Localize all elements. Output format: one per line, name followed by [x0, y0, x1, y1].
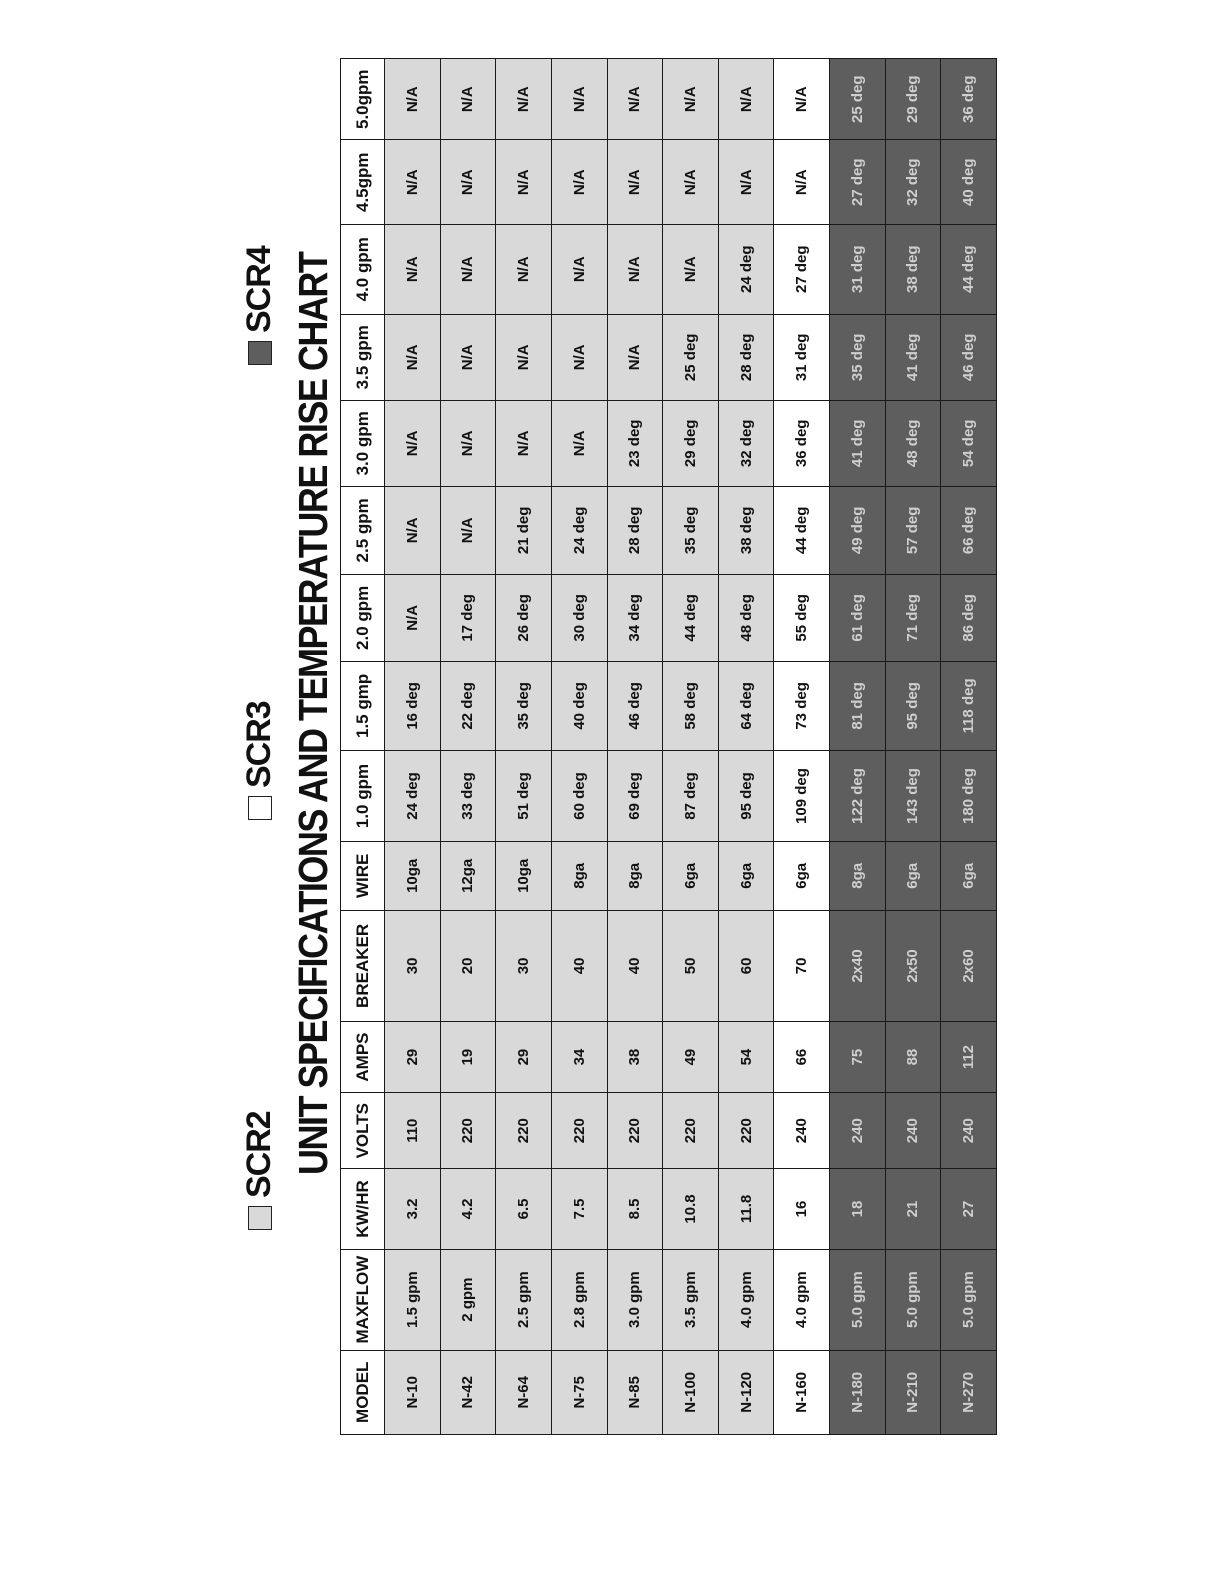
table-cell: N-210: [885, 1350, 941, 1434]
table-cell: N-160: [774, 1350, 830, 1434]
table-cell: N/A: [496, 314, 552, 401]
column-header: BREAKER: [341, 910, 385, 1021]
table-cell: N/A: [551, 314, 607, 401]
table-cell: N/A: [496, 224, 552, 314]
table-cell: 10ga: [496, 841, 552, 910]
table-cell: 70: [774, 910, 830, 1021]
table-row: [607, 59, 663, 1435]
legend-swatch-scr4: [248, 341, 272, 365]
table-cell: 38 deg: [718, 486, 774, 575]
table-cell: 2x60: [941, 910, 997, 1021]
table-cell: 40 deg: [551, 661, 607, 751]
table-cell: N-120: [718, 1350, 774, 1434]
table-cell: 41 deg: [830, 401, 886, 486]
legend-item-scr4: [240, 246, 279, 365]
table-cell: 50: [663, 910, 719, 1021]
column-header: 4.0 gpm: [341, 224, 385, 314]
table-cell: 2x40: [830, 910, 886, 1021]
table-cell: 21: [885, 1169, 941, 1249]
table-cell: 29: [496, 1022, 552, 1093]
table-cell: 220: [440, 1093, 496, 1169]
legend-item-scr2: [240, 1111, 279, 1230]
table-cell: N-180: [830, 1350, 886, 1434]
rotated-page-content: [232, 69, 992, 1475]
table-cell: 4.2: [440, 1169, 496, 1249]
table-cell: 55 deg: [774, 575, 830, 662]
column-header: 2.0 gpm: [341, 575, 385, 662]
table-cell: 40: [551, 910, 607, 1021]
table-cell: 220: [718, 1093, 774, 1169]
table-cell: 34 deg: [607, 575, 663, 662]
table-cell: N/A: [496, 401, 552, 486]
table-cell: N/A: [774, 59, 830, 141]
table-cell: 10.8: [663, 1169, 719, 1249]
table-cell: N/A: [440, 486, 496, 575]
table-cell: 16: [774, 1169, 830, 1249]
table-cell: 8ga: [830, 841, 886, 910]
table-cell: 36 deg: [774, 401, 830, 486]
table-cell: N/A: [385, 401, 441, 486]
table-cell: 2.8 gpm: [551, 1249, 607, 1350]
table-cell: N-270: [941, 1350, 997, 1434]
table-cell: N/A: [663, 140, 719, 224]
table-cell: 6.5: [496, 1169, 552, 1249]
table-cell: 46 deg: [941, 314, 997, 401]
table-cell: 220: [551, 1093, 607, 1169]
table-row: [551, 59, 607, 1435]
table-cell: N/A: [385, 224, 441, 314]
table-cell: N/A: [718, 140, 774, 224]
table-cell: 81 deg: [830, 661, 886, 751]
table-cell: N-64: [496, 1350, 552, 1434]
table-cell: N/A: [663, 59, 719, 141]
table-cell: 3.2: [385, 1169, 441, 1249]
table-cell: 27 deg: [774, 224, 830, 314]
table-cell: 26 deg: [496, 575, 552, 662]
column-header: WIRE: [341, 841, 385, 910]
table-header-row: [341, 59, 385, 1435]
table-cell: 240: [885, 1093, 941, 1169]
table-cell: 6ga: [885, 841, 941, 910]
table-cell: 44 deg: [941, 224, 997, 314]
table-row: [440, 59, 496, 1435]
table-cell: 35 deg: [830, 314, 886, 401]
table-cell: 64 deg: [718, 661, 774, 751]
table-cell: N-42: [440, 1350, 496, 1434]
table-cell: 41 deg: [885, 314, 941, 401]
table-row: [496, 59, 552, 1435]
table-cell: 51 deg: [496, 751, 552, 842]
table-cell: 240: [774, 1093, 830, 1169]
table-cell: 8.5: [607, 1169, 663, 1249]
table-cell: 6ga: [663, 841, 719, 910]
table-cell: 57 deg: [885, 486, 941, 575]
table-cell: N/A: [385, 486, 441, 575]
table-cell: 36 deg: [941, 59, 997, 141]
table-cell: 25 deg: [663, 314, 719, 401]
table-cell: 220: [607, 1093, 663, 1169]
table-cell: 8ga: [551, 841, 607, 910]
table-cell: 87 deg: [663, 751, 719, 842]
table-cell: 2.5 gpm: [496, 1249, 552, 1350]
legend-swatch-scr2: [248, 1206, 272, 1230]
table-cell: 28 deg: [607, 486, 663, 575]
table-cell: N/A: [385, 59, 441, 141]
table-cell: 38: [607, 1022, 663, 1093]
table-cell: 143 deg: [885, 751, 941, 842]
table-cell: 60 deg: [551, 751, 607, 842]
table-cell: 34: [551, 1022, 607, 1093]
table-cell: N/A: [607, 224, 663, 314]
column-header: 5.0gpm: [341, 59, 385, 141]
table-cell: 21 deg: [496, 486, 552, 575]
table-cell: 29: [385, 1022, 441, 1093]
table-cell: N/A: [440, 401, 496, 486]
table-cell: N/A: [551, 401, 607, 486]
table-cell: 31 deg: [830, 224, 886, 314]
table-row: [385, 59, 441, 1435]
table-cell: 29 deg: [663, 401, 719, 486]
table-cell: 6ga: [941, 841, 997, 910]
column-header: 3.5 gpm: [341, 314, 385, 401]
table-cell: 2x50: [885, 910, 941, 1021]
table-cell: 66: [774, 1022, 830, 1093]
table-cell: 6ga: [774, 841, 830, 910]
table-cell: 32 deg: [718, 401, 774, 486]
legend-swatch-scr3: [248, 796, 272, 820]
table-row: [663, 59, 719, 1435]
table-cell: 32 deg: [885, 140, 941, 224]
table-cell: 44 deg: [774, 486, 830, 575]
table-cell: 19: [440, 1022, 496, 1093]
table-cell: 110: [385, 1093, 441, 1169]
spec-table: [340, 58, 997, 1435]
legend-label-scr4: SCR4: [240, 246, 278, 333]
table-cell: 30 deg: [551, 575, 607, 662]
table-cell: 3.5 gpm: [663, 1249, 719, 1350]
table-cell: 12ga: [440, 841, 496, 910]
table-cell: 17 deg: [440, 575, 496, 662]
table-cell: 24 deg: [718, 224, 774, 314]
table-cell: 71 deg: [885, 575, 941, 662]
table-cell: N/A: [440, 59, 496, 141]
table-row: [830, 59, 886, 1435]
table-cell: N/A: [496, 59, 552, 141]
page-title-text: UNIT SPECIFICATIONS AND TEMPERATURE RISE CHART: [290, 252, 336, 1175]
table-cell: 60: [718, 910, 774, 1021]
table-cell: 16 deg: [385, 661, 441, 751]
table-row: [774, 59, 830, 1435]
column-header: KW/HR: [341, 1169, 385, 1249]
table-cell: 5.0 gpm: [885, 1249, 941, 1350]
table-cell: 35 deg: [496, 661, 552, 751]
table-cell: 180 deg: [941, 751, 997, 842]
table-cell: 240: [941, 1093, 997, 1169]
table-cell: 28 deg: [718, 314, 774, 401]
column-header: MODEL: [341, 1350, 385, 1434]
table-cell: 58 deg: [663, 661, 719, 751]
table-cell: 10ga: [385, 841, 441, 910]
table-cell: 31 deg: [774, 314, 830, 401]
table-row: [941, 59, 997, 1435]
table-cell: 88: [885, 1022, 941, 1093]
table-cell: 73 deg: [774, 661, 830, 751]
table-cell: 30: [496, 910, 552, 1021]
table-cell: 23 deg: [607, 401, 663, 486]
table-cell: 30: [385, 910, 441, 1021]
column-header: AMPS: [341, 1022, 385, 1093]
table-cell: 54 deg: [941, 401, 997, 486]
table-cell: N/A: [440, 314, 496, 401]
table-cell: 5.0 gpm: [941, 1249, 997, 1350]
table-cell: 3.0 gpm: [607, 1249, 663, 1350]
column-header: 3.0 gpm: [341, 401, 385, 486]
table-cell: 24 deg: [551, 486, 607, 575]
legend: [232, 99, 292, 1475]
table-cell: 112: [941, 1022, 997, 1093]
table-cell: 46 deg: [607, 661, 663, 751]
table-cell: 20: [440, 910, 496, 1021]
table-cell: 95 deg: [718, 751, 774, 842]
table-cell: 4.0 gpm: [774, 1249, 830, 1350]
table-cell: 27 deg: [830, 140, 886, 224]
legend-item-scr3: [240, 701, 279, 820]
table-row: [718, 59, 774, 1435]
table-cell: 24 deg: [385, 751, 441, 842]
table-cell: 22 deg: [440, 661, 496, 751]
table-cell: 48 deg: [885, 401, 941, 486]
table-cell: 1.5 gpm: [385, 1249, 441, 1350]
table-cell: 54: [718, 1022, 774, 1093]
table-cell: N/A: [496, 140, 552, 224]
table-cell: 18: [830, 1169, 886, 1249]
table-cell: 118 deg: [941, 661, 997, 751]
column-header: 2.5 gpm: [341, 486, 385, 575]
column-header: 1.5 gmp: [341, 661, 385, 751]
table-cell: N/A: [607, 59, 663, 141]
column-header: 1.0 gpm: [341, 751, 385, 842]
legend-label-scr2: SCR2: [240, 1111, 278, 1198]
table-cell: N/A: [718, 59, 774, 141]
table-cell: N/A: [440, 224, 496, 314]
table-cell: 25 deg: [830, 59, 886, 141]
table-cell: 95 deg: [885, 661, 941, 751]
table-cell: 27: [941, 1169, 997, 1249]
table-cell: N/A: [774, 140, 830, 224]
table-cell: 44 deg: [663, 575, 719, 662]
table-cell: 86 deg: [941, 575, 997, 662]
table-cell: 29 deg: [885, 59, 941, 141]
table-cell: 220: [496, 1093, 552, 1169]
table-cell: N-100: [663, 1350, 719, 1434]
legend-label-scr3: SCR3: [240, 701, 278, 788]
table-cell: 2 gpm: [440, 1249, 496, 1350]
table-cell: 38 deg: [885, 224, 941, 314]
table-cell: 33 deg: [440, 751, 496, 842]
table-cell: N-85: [607, 1350, 663, 1434]
page-title: [290, 99, 346, 1475]
table-cell: N/A: [440, 140, 496, 224]
table-cell: 35 deg: [663, 486, 719, 575]
table-cell: 61 deg: [830, 575, 886, 662]
column-header: MAXFLOW: [341, 1249, 385, 1350]
table-body: [385, 59, 997, 1435]
table-cell: 4.0 gpm: [718, 1249, 774, 1350]
table-cell: 66 deg: [941, 486, 997, 575]
table-cell: N/A: [551, 59, 607, 141]
column-header: 4.5gpm: [341, 140, 385, 224]
table-cell: N/A: [663, 224, 719, 314]
table-cell: 8ga: [607, 841, 663, 910]
table-cell: 69 deg: [607, 751, 663, 842]
table-cell: 11.8: [718, 1169, 774, 1249]
table-cell: 6ga: [718, 841, 774, 910]
table-cell: N/A: [607, 140, 663, 224]
table-cell: 40: [607, 910, 663, 1021]
table-cell: 7.5: [551, 1169, 607, 1249]
table-cell: N-75: [551, 1350, 607, 1434]
table-cell: 40 deg: [941, 140, 997, 224]
table-cell: N/A: [551, 224, 607, 314]
table-cell: N/A: [385, 575, 441, 662]
table-cell: 75: [830, 1022, 886, 1093]
table-cell: 220: [663, 1093, 719, 1169]
table-cell: N/A: [551, 140, 607, 224]
table-cell: 49 deg: [830, 486, 886, 575]
table-cell: N/A: [385, 140, 441, 224]
table-cell: 240: [830, 1093, 886, 1169]
table-cell: 48 deg: [718, 575, 774, 662]
table-cell: 122 deg: [830, 751, 886, 842]
table-cell: 109 deg: [774, 751, 830, 842]
table-cell: N/A: [607, 314, 663, 401]
table-cell: N-10: [385, 1350, 441, 1434]
table-cell: 49: [663, 1022, 719, 1093]
table-cell: 5.0 gpm: [830, 1249, 886, 1350]
column-header: VOLTS: [341, 1093, 385, 1169]
table-cell: N/A: [385, 314, 441, 401]
table-row: [885, 59, 941, 1435]
